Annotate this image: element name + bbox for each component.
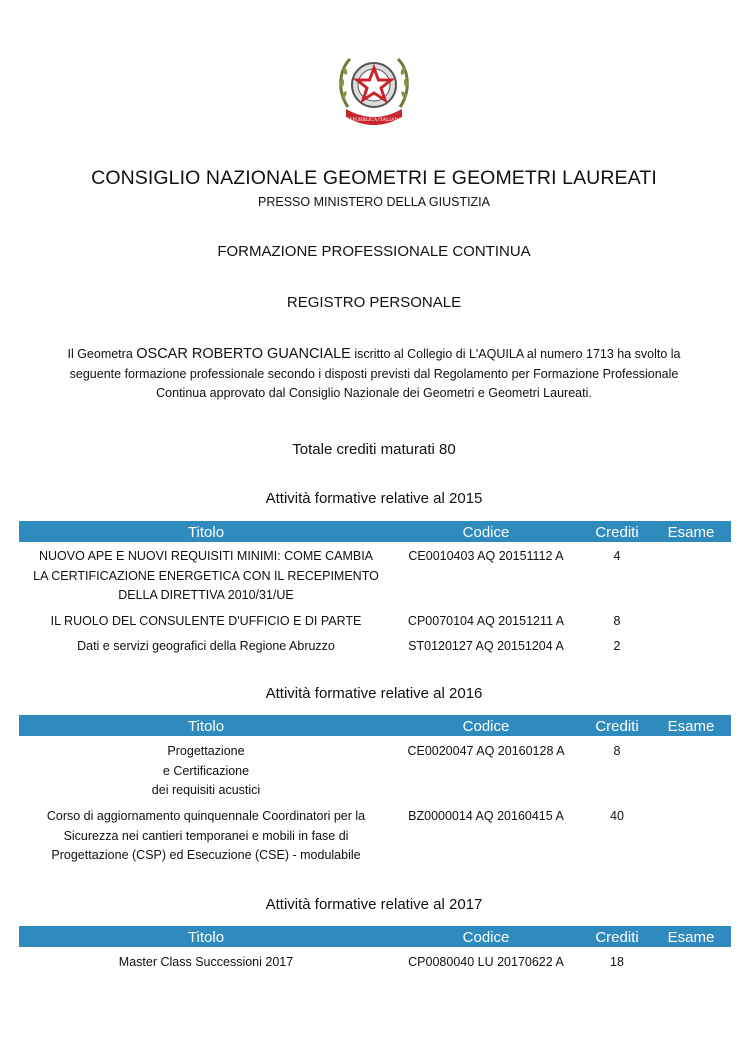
cell-crediti: 4 — [613, 549, 621, 563]
cell-crediti: 2 — [613, 639, 621, 653]
header-codice: Codice — [462, 524, 510, 541]
cell-crediti: 8 — [613, 614, 621, 628]
organization-subtitle: PRESSO MINISTERO DELLA GIUSTIZIA — [258, 195, 490, 209]
geometra-name: OSCAR ROBERTO GUANCIALE — [136, 346, 351, 362]
header-crediti: Crediti — [595, 718, 639, 735]
section-title-2017: Attività formative relative al 2017 — [265, 896, 483, 913]
header-esame: Esame — [667, 718, 715, 735]
register-title: REGISTRO PERSONALE — [286, 294, 462, 311]
table-header — [19, 521, 731, 542]
header-crediti: Crediti — [595, 929, 639, 946]
header-esame: Esame — [667, 524, 715, 541]
program-title: FORMAZIONE PROFESSIONALE CONTINUA — [217, 243, 531, 260]
cell-titolo: IL RUOLO DEL CONSULENTE D'UFFICIO E DI PARTE — [50, 614, 362, 628]
header-titolo: Titolo — [187, 929, 225, 946]
intro-paragraph — [60, 345, 688, 404]
intro-prefix: Il Geometra — [67, 347, 137, 361]
cell-titolo: Dati e servizi geografici della Regione Abruzzo — [77, 639, 335, 653]
cell-crediti: 40 — [610, 809, 624, 823]
section-title-2015: Attività formative relative al 2015 — [265, 490, 483, 507]
emblem-text: REPUBBLICA ITALIANA — [346, 118, 402, 123]
cell-codice: CP0080040 LU 20170622 A — [408, 955, 564, 969]
cell-codice: CE0020047 AQ 20160128 A — [407, 744, 565, 758]
organization-title: CONSIGLIO NAZIONALE GEOMETRI E GEOMETRI LAUREATI — [91, 167, 657, 189]
header-crediti: Crediti — [595, 524, 639, 541]
cell-crediti: 18 — [610, 955, 624, 969]
header-titolo: Titolo — [187, 524, 225, 541]
cell-titolo: Progettazione e Certificazione dei requisiti acustici — [151, 744, 261, 797]
table-header — [19, 926, 731, 947]
table-header — [19, 715, 731, 736]
cell-codice: ST0120127 AQ 20151204 A — [408, 639, 564, 653]
cell-titolo: NUOVO APE E NUOVI REQUISITI MINIMI: COME CAMBIA LA CERTIFICAZIONE ENERGETICA CON IL RECEPIMENTO DELLA DIRETTIVA 2010/31/UE — [33, 549, 379, 602]
header-codice: Codice — [462, 718, 510, 735]
header-titolo: Titolo — [187, 718, 225, 735]
cell-titolo: Corso di aggiornamento quinquennale Coordinatori per la Sicurezza nei cantieri temporanei e mobili in fase di Progettazione (CSP) ed Esecuzione (CSE) - modulabile — [46, 809, 366, 862]
intro-suffix: iscritto al Collegio di L'AQUILA al numero 1713 ha svolto la seguente formazione professionale secondo i disposti previsti dal Regolamento per Formazione Professionale Continua approvato dal Consiglio Nazionale dei Geometri e Geometri Laureati. — [69, 347, 681, 400]
cell-codice: CE0010403 AQ 20151112 A — [408, 549, 564, 563]
section-title-2016: Attività formative relative al 2016 — [265, 685, 483, 702]
cell-titolo: Master Class Successioni 2017 — [118, 955, 294, 969]
cell-codice: BZ0000014 AQ 20160415 A — [408, 809, 564, 823]
emblem-repubblica-italiana — [334, 45, 414, 130]
total-credits: Totale crediti maturati 80 — [292, 441, 456, 458]
header-esame: Esame — [667, 929, 715, 946]
header-codice: Codice — [462, 929, 510, 946]
cell-crediti: 8 — [613, 744, 621, 758]
cell-codice: CP0070104 AQ 20151211 A — [407, 614, 565, 628]
